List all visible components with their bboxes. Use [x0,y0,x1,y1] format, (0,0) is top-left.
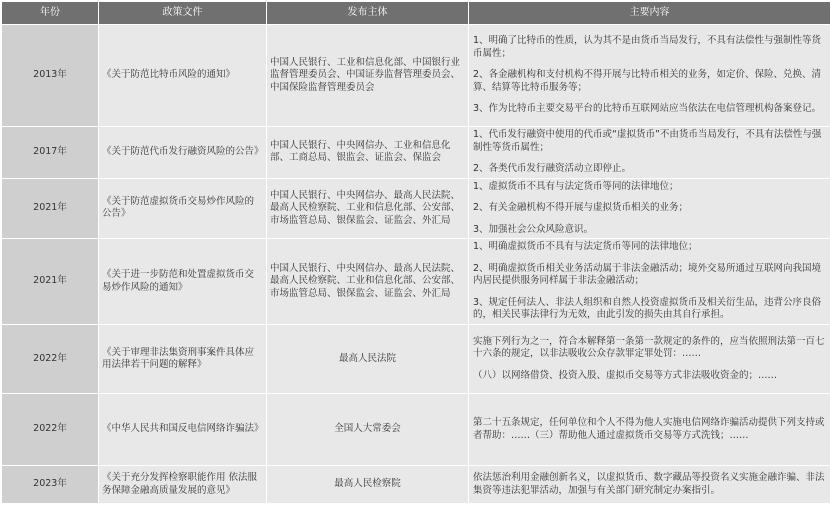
doc-cell: 《关于进一步防范和处置虚拟货币交易炒作风险的通知》 [99,239,267,325]
content-line: 2、有关金融机构不得开展与虚拟货币相关的业务； [473,202,689,213]
publisher-cell: 中国人民银行、中央网信办、最高人民法院、最高人民检察院、工业和信息化部、公安部、市场监管总局、银保监会、证监会、外汇局 [267,178,469,239]
content-cell [469,466,831,504]
content-line: 1、代币发行融资中使用的代币或“虚拟货币”不由货币当局发行，不具有法偿性与强制性等货币属性； [473,129,822,153]
content-cell [469,325,831,394]
year-cell: 2017年 [2,127,99,179]
year-cell: 2023年 [2,466,99,504]
table-row [2,394,831,466]
header-publisher: 发布主体 [267,2,469,25]
doc-cell: 《关于防范比特币风险的通知》 [99,25,267,127]
header-content: 主要内容 [469,2,831,25]
table-row [2,466,831,504]
table-row [2,127,831,179]
table-row [2,239,831,325]
content-cell [469,394,831,466]
publisher-cell: 最高人民法院 [267,325,469,394]
content-cell [469,127,831,179]
content-cell [469,178,831,239]
doc-cell: 《关于防范代币发行融资风险的公告》 [99,127,267,179]
content-line: 1、明确虚拟货币不具有与法定货币等同的法律地位； [473,241,698,253]
publisher-cell: 中国人民银行、中央网信办、工业和信息化部、工商总局、银监会、证监会、保监会 [267,127,469,179]
content-line: 2、各金融机构和支付机构不得开展与比特币相关的业务，如定价、保险、兑换、清算、结算等比特币服务等； [473,69,822,93]
publisher-cell: 中国人民银行、中央网信办、最高人民法院、最高人民检察院、工业和信息化部、公安部、市场监管总局、银保监会、证监会、外汇局 [267,239,469,325]
content-line: 1、明确了比特币的性质，认为其不是由货币当局发行，不具有法偿性与强制性等货币属性； [473,35,822,59]
content-line: 2、明确虚拟货币相关业务活动属于非法金融活动；境外交易所通过互联网向我国境内居民提供服务同样属于非法金融活动； [473,262,822,287]
doc-cell: 《关于充分发挥检察职能作用 依法服务保障金融高质量发展的意见》 [99,466,267,504]
doc-cell: 《关于审理非法集资刑事案件具体应用法律若干问题的解释》 [99,325,267,394]
content-cell [469,25,831,127]
year-cell: 2021年 [2,178,99,239]
publisher-cell: 最高人民检察院 [267,466,469,504]
content-line: 依法惩治利用金融创新名义，以虚拟货币、数字藏品等投资名义实施金融诈骗、非法集资等违法犯罪活动，加强与有关部门研究制定办案指引。 [473,472,825,496]
year-cell: 2013年 [2,25,99,127]
table-row [2,25,831,127]
content-line: （八）以网络借贷、投资入股、虚拟币交易等方式非法吸收资金的；…… [473,369,778,381]
publisher-cell: 中国人民银行、工业和信息化部、中国银行业监督管理委员会、中国证券监督管理委员会、中国保险监督管理委员会 [267,25,469,127]
content-line: 实施下列行为之一，符合本解释第一条第一款规定的条件的，应当依照刑法第一百七十六条的规定，以非法吸收公众存款罪定罪处罚：…… [473,335,825,360]
year-cell: 2022年 [2,394,99,466]
content-line: 第二十五条规定，任何单位和个人不得为他人实施电信网络诈骗活动提供下列支持或者帮助：……（三）帮助他人通过虚拟货币交易等方式洗钱；…… [473,417,825,441]
table-header-row [2,2,831,25]
publisher-cell: 全国人大常委会 [267,394,469,466]
content-line: 1、虚拟货币不具有与法定货币等同的法律地位； [473,180,679,192]
table-row [2,178,831,239]
header-doc: 政策文件 [99,2,267,25]
year-cell: 2022年 [2,325,99,394]
policy-table [1,1,831,504]
table-row [2,325,831,394]
year-cell: 2021年 [2,239,99,325]
content-line: 3、加强社会公众风险意识。 [473,223,594,235]
content-line: 3、规定任何法人、非法人组织和自然人投资虚拟货币及相关衍生品，违背公序良俗的，相关民事法律行为无效，由此引发的损失由其自行承担。 [473,296,822,321]
header-year: 年份 [2,2,99,25]
doc-cell: 《关于防范虚拟货币交易炒作风险的公告》 [99,178,267,239]
content-line: 2、各类代币发行融资活动立即停止。 [473,163,632,174]
content-line: 3、作为比特币主要交易平台的比特币互联网站应当依法在电信管理机构备案登记。 [473,103,822,115]
content-cell [469,239,831,325]
doc-cell: 《中华人民共和国反电信网络诈骗法》 [99,394,267,466]
